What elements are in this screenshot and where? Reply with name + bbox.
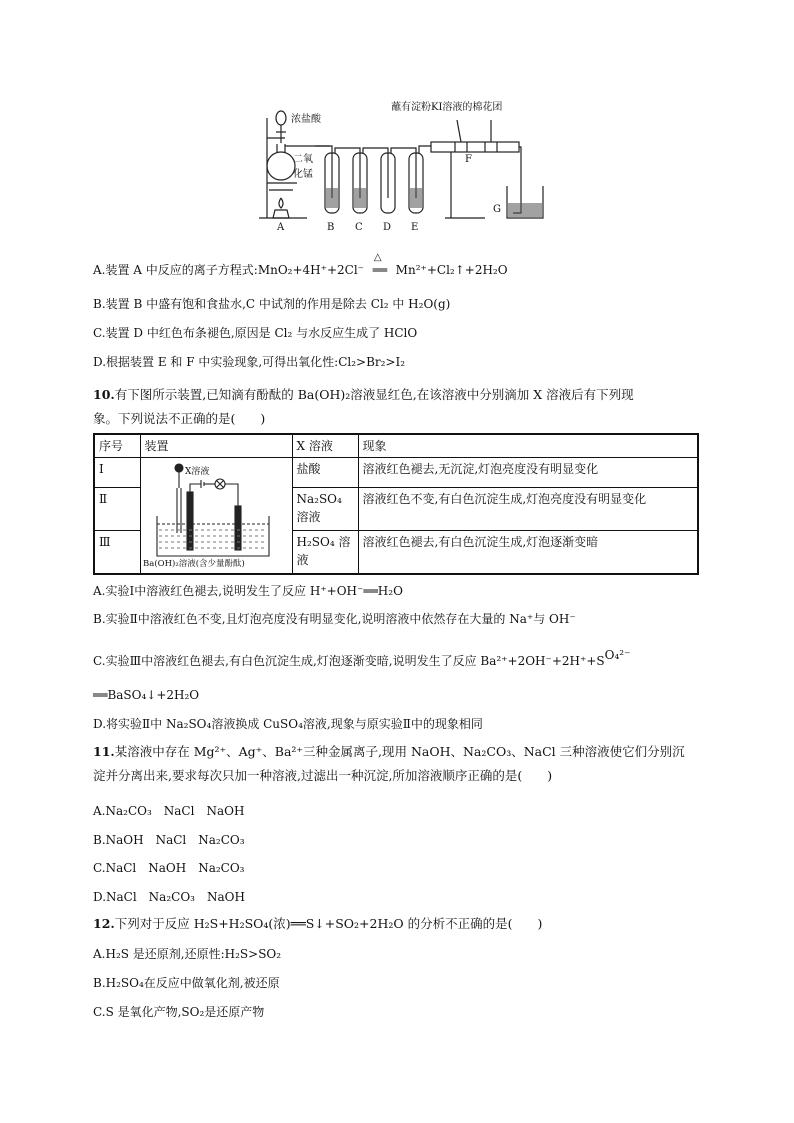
apparatus-cell <box>140 458 292 575</box>
table-header: X 溶液 <box>292 434 358 458</box>
x-solution: Na₂SO₄ 溶液 <box>292 488 358 531</box>
q11-stem: 11.某溶液中存在 Mg²⁺、Ag⁺、Ba²⁺三种金属离子,现用 NaOH、Na₂CO₃、NaCl 三种溶液使它们分别沉 淀并分离出来,要求每次只加一种溶液,过滤出一种沉淀,所加溶液顺序正确的是( ) <box>93 744 685 783</box>
row-number: Ⅱ <box>94 488 140 531</box>
q12-option-c: C.S 是氧化产物,SO₂是还原产物 <box>93 1005 265 1019</box>
q9-option-c: C.装置 D 中红色布条褪色,原因是 Cl₂ 与水反应生成了 HClO <box>93 326 418 340</box>
label-mno2-b: 化锰 <box>293 169 313 180</box>
x-solution: H₂SO₄ 溶液 <box>292 531 358 575</box>
q12-stem: 12.下列对于反应 H₂S+H₂SO₄(浓)══S↓+SO₂+2H₂O 的分析不正确的是( ) <box>93 916 543 931</box>
row-number: Ⅰ <box>94 458 140 488</box>
table-header-row <box>94 434 698 458</box>
electrolysis-apparatus <box>141 458 291 568</box>
q10-stem: 10.有下图所示装置,已知滴有酚酞的 Ba(OH)₂溶液显红色,在该溶液中分别滴加 X 溶液后有下列现 象。下列说法不正确的是( ) <box>93 387 634 426</box>
row-number: Ⅲ <box>94 531 140 575</box>
q9-option-a: A.装置 A 中反应的离子方程式:MnO₂+4H⁺+2Cl⁻ △ ══ Mn²⁺+Cl₂↑+2H₂O <box>93 252 508 277</box>
label-b: B <box>327 222 335 233</box>
q11-option-b: B.NaOH NaCl Na₂CO₃ <box>93 833 245 847</box>
x-solution: 盐酸 <box>292 458 358 488</box>
q12-option-b: B.H₂SO₄在反应中做氧化剂,被还原 <box>93 976 280 990</box>
q10-table <box>93 433 699 575</box>
table-header: 序号 <box>94 434 140 458</box>
q10-option-c-line2: ══BaSO₄↓+2H₂O <box>93 688 200 702</box>
label-d: D <box>383 222 392 233</box>
phenomenon: 溶液红色褪去,有白色沉淀生成,灯泡逐渐变暗 <box>358 531 698 575</box>
table-row <box>94 458 698 488</box>
label-mno2-a: 二氧 <box>293 154 313 165</box>
q9-heat-arrow: △ ══ <box>372 252 388 277</box>
label-f: F <box>465 154 472 165</box>
q9-option-b: B.装置 B 中盛有饱和食盐水,C 中试剂的作用是除去 Cl₂ 中 H₂O(g) <box>93 297 451 311</box>
q12-option-a: A.H₂S 是还原剂,还原性:H₂S>SO₂ <box>93 947 282 961</box>
q10-option-a: A.实验Ⅰ中溶液红色褪去,说明发生了反应 H⁺+OH⁻══H₂O <box>93 584 403 598</box>
phenomenon: 溶液红色褪去,无沉淀,灯泡亮度没有明显变化 <box>358 458 698 488</box>
phenomenon: 溶液红色不变,有白色沉淀生成,灯泡亮度没有明显变化 <box>358 488 698 531</box>
apparatus-caption: Ba(OH)₂溶液(含少量酚酞) <box>142 559 245 568</box>
q10-option-c-line1: C.实验Ⅲ中溶液红色褪去,有白色沉淀生成,灯泡逐渐变暗,说明发生了反应 Ba²⁺+2OH⁻+2H⁺+SO₄²⁻ <box>93 648 631 668</box>
apparatus-figure <box>255 98 545 233</box>
label-a: A <box>277 222 285 233</box>
label-c: C <box>355 222 363 233</box>
label-e: E <box>411 222 419 233</box>
q11-option-d: D.NaCl Na₂CO₃ NaOH <box>93 890 245 904</box>
label-cotton: 蘸有淀粉KI溶液的棉花团 <box>391 102 503 113</box>
table-header: 现象 <box>358 434 698 458</box>
label-acid: 浓盐酸 <box>291 114 321 125</box>
q9-option-d: D.根据装置 E 和 F 中实验现象,可得出氧化性:Cl₂>Br₂>I₂ <box>93 355 406 369</box>
q11-option-a: A.Na₂CO₃ NaCl NaOH <box>93 804 245 818</box>
label-g: G <box>493 204 501 215</box>
x-solution-label: X溶液 <box>184 467 209 477</box>
q11-option-c: C.NaCl NaOH Na₂CO₃ <box>93 861 245 875</box>
table-header: 装置 <box>140 434 292 458</box>
q10-option-b: B.实验Ⅱ中溶液红色不变,且灯泡亮度没有明显变化,说明溶液中依然存在大量的 Na⁺与 OH⁻ <box>93 612 576 626</box>
q10-option-d: D.将实验Ⅱ中 Na₂SO₄溶液换成 CuSO₄溶液,现象与原实验Ⅱ中的现象相同 <box>93 717 483 731</box>
